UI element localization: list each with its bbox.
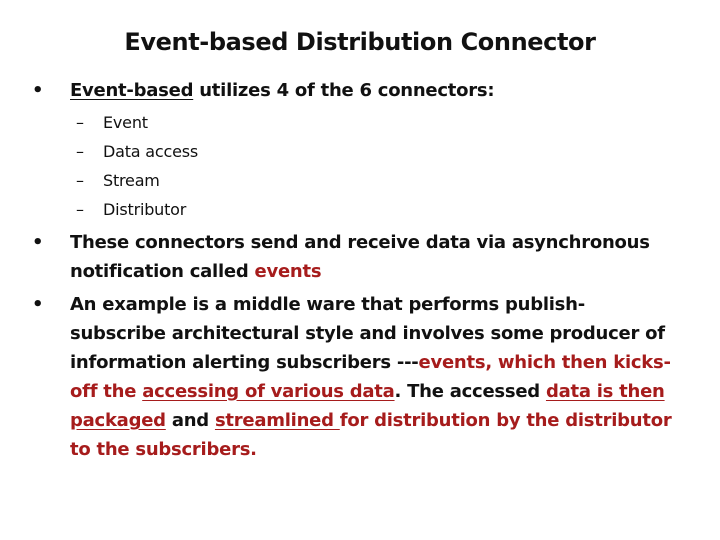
sub-item-distributor — [76, 195, 186, 224]
bullet-marker: • — [32, 232, 44, 253]
sub-item-label: Stream — [103, 171, 160, 190]
accessed-text: . The accessed — [394, 381, 546, 402]
sub-marker: – — [76, 200, 84, 219]
sub-item-label: Distributor — [103, 200, 187, 219]
distribution-text: for distribution by the distributor — [339, 410, 672, 431]
bullet-event-based — [32, 76, 682, 105]
bullet3-line2: subscribe architectural style and involves some producer of — [70, 323, 665, 344]
off-the-text: off the — [70, 381, 143, 402]
and-text: and — [165, 410, 215, 431]
sub-item-label: Data access — [103, 142, 199, 161]
bullet-marker: • — [32, 80, 44, 101]
slide-title: Event-based Distribution Connector — [124, 28, 596, 56]
bullet-async-notification — [32, 228, 682, 286]
bullet2-line1: These connectors send and receive data via asynchronous — [70, 232, 650, 253]
bullet3-line3: information alerting subscribers --- — [70, 352, 419, 373]
sub-marker: – — [76, 142, 84, 161]
bullet1-text: utilizes 4 of the 6 connectors: — [193, 80, 495, 101]
sub-item-event — [76, 108, 148, 137]
sub-marker: – — [76, 171, 84, 190]
events-kicks-text: events, which then kicks- — [418, 352, 671, 373]
sub-marker: – — [76, 113, 84, 132]
data-is-then-term: data is then — [545, 381, 665, 402]
packaged-term: packaged — [70, 410, 166, 431]
bullet-marker: • — [32, 294, 44, 315]
bullet-example — [32, 290, 682, 464]
sub-item-stream — [76, 166, 160, 195]
subscribers-text: to the subscribers. — [70, 439, 257, 460]
sub-item-data-access — [76, 137, 198, 166]
sub-item-label: Event — [103, 113, 148, 132]
event-based-term: Event-based — [70, 80, 194, 101]
bullet3-line1: An example is a middle ware that performs publish- — [70, 294, 585, 315]
bullet2-line2: notification called — [70, 261, 255, 282]
accessing-data-term: accessing of various data — [142, 381, 395, 402]
streamlined-term: streamlined — [214, 410, 340, 431]
events-term: events — [254, 261, 322, 282]
